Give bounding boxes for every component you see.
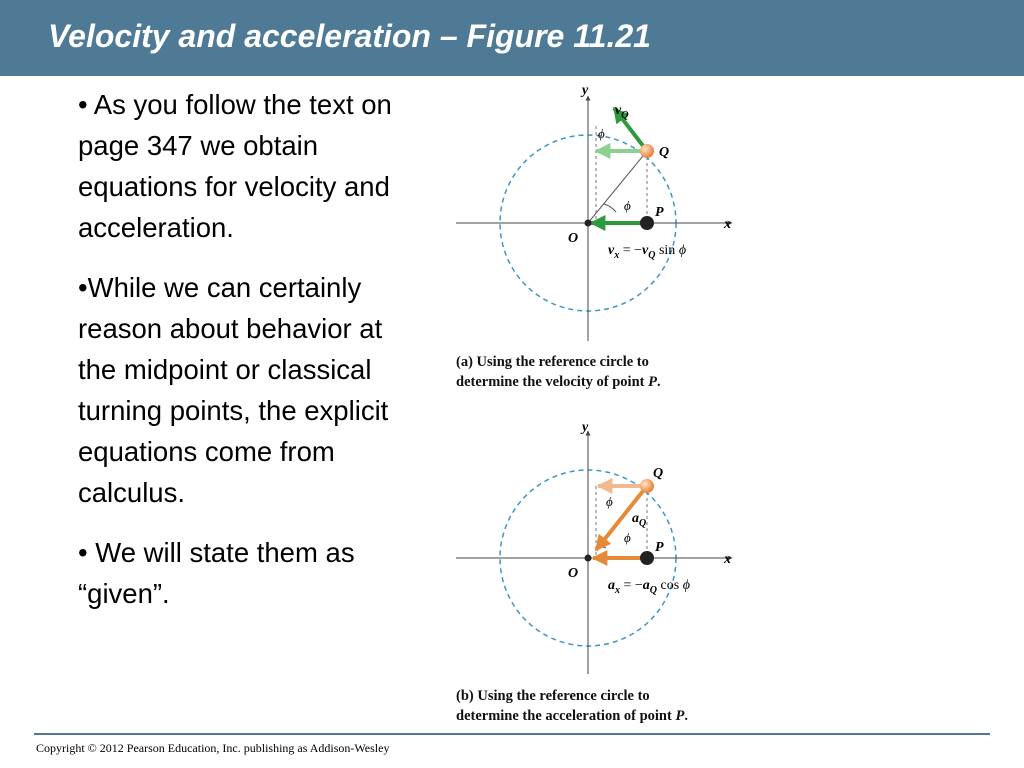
angle-label-center: ϕ [624,530,631,545]
x-axis-label: x [724,552,731,567]
vector-subscript: Q [621,110,629,121]
caption-line [456,352,756,372]
eq-lhs-sub: x [614,250,620,261]
caption-line [456,706,756,726]
eq-rhs-sub: Q [648,250,656,261]
vector-symbol: v [615,103,622,118]
vector-label [615,103,628,121]
y-axis-label: y [582,83,589,98]
y-axis-label: y [582,420,589,435]
equation [608,578,690,596]
vector-symbol: a [632,511,639,526]
caption-end: . [656,374,661,390]
caption-text: determine the velocity of point [456,374,649,390]
eq-lhs-sub: x [615,585,620,596]
angle-arc [604,204,616,212]
point-p [640,551,654,565]
eq-rhs: a [642,578,650,593]
eq-angle: ϕ [682,578,690,593]
p-label: P [655,540,664,555]
caption-end: . [684,708,688,724]
figure-svg [446,76,870,736]
eq-mid: = − [620,578,643,593]
origin-dot [585,555,592,562]
figure-caption-b [456,686,756,726]
panel-b-diagram [456,420,732,674]
bullet-list [78,84,408,614]
panel-a-diagram [456,83,732,341]
bullet-item: • As you follow the text on page 347 we obtain equations for velocity and acceleration. [78,89,392,243]
eq-lhs: a [608,578,615,593]
caption-text: determine the acceleration of point [456,708,676,724]
angle-label-center: ϕ [624,198,631,213]
figure-caption-a [456,352,756,392]
caption-line [456,372,756,392]
eq-fn: cos [657,578,683,593]
caption-text: Using the reference circle to [477,688,650,704]
vector-label [632,511,646,529]
point-q [640,479,654,493]
q-label: Q [653,466,664,481]
vector-subscript: Q [639,518,647,529]
q-label: Q [659,145,670,160]
title-bar [0,0,1024,76]
angle-label-top: ϕ [598,126,605,141]
caption-label: (b) [456,688,474,704]
footer-divider [34,733,990,735]
origin-label: O [568,231,579,246]
slide-title: Velocity and acceleration – Figure 11.21 [48,18,651,54]
angle-label-top: ϕ [606,494,613,509]
caption-point: P [648,374,657,390]
origin-dot [585,220,592,227]
eq-fn: sin [655,243,679,258]
point-q [640,144,654,158]
caption-text: Using the reference circle to [476,354,649,370]
point-p [640,216,654,230]
p-label: P [655,205,664,220]
x-axis-label: x [724,217,731,232]
bullet-item: •While we can certainly reason about behavior at the midpoint or classical turning points, the explicit equations come from calculus. [78,272,389,508]
eq-rhs-sub: Q [649,585,658,596]
caption-label: (a) [456,354,473,370]
eq-mid: = − [619,243,643,258]
eq-lhs: v [608,243,615,258]
radius-line [588,151,647,223]
equation [608,243,686,261]
eq-angle: ϕ [678,243,687,258]
bullet-item: • We will state them as “given”. [78,537,355,609]
caption-point: P [675,708,685,724]
figure-panel [446,76,870,736]
caption-line [456,686,756,706]
origin-label: O [568,566,579,581]
copyright-notice: Copyright © 2012 Pearson Education, Inc. publishing as Addison-Wesley [36,741,390,755]
eq-rhs: v [642,243,649,258]
